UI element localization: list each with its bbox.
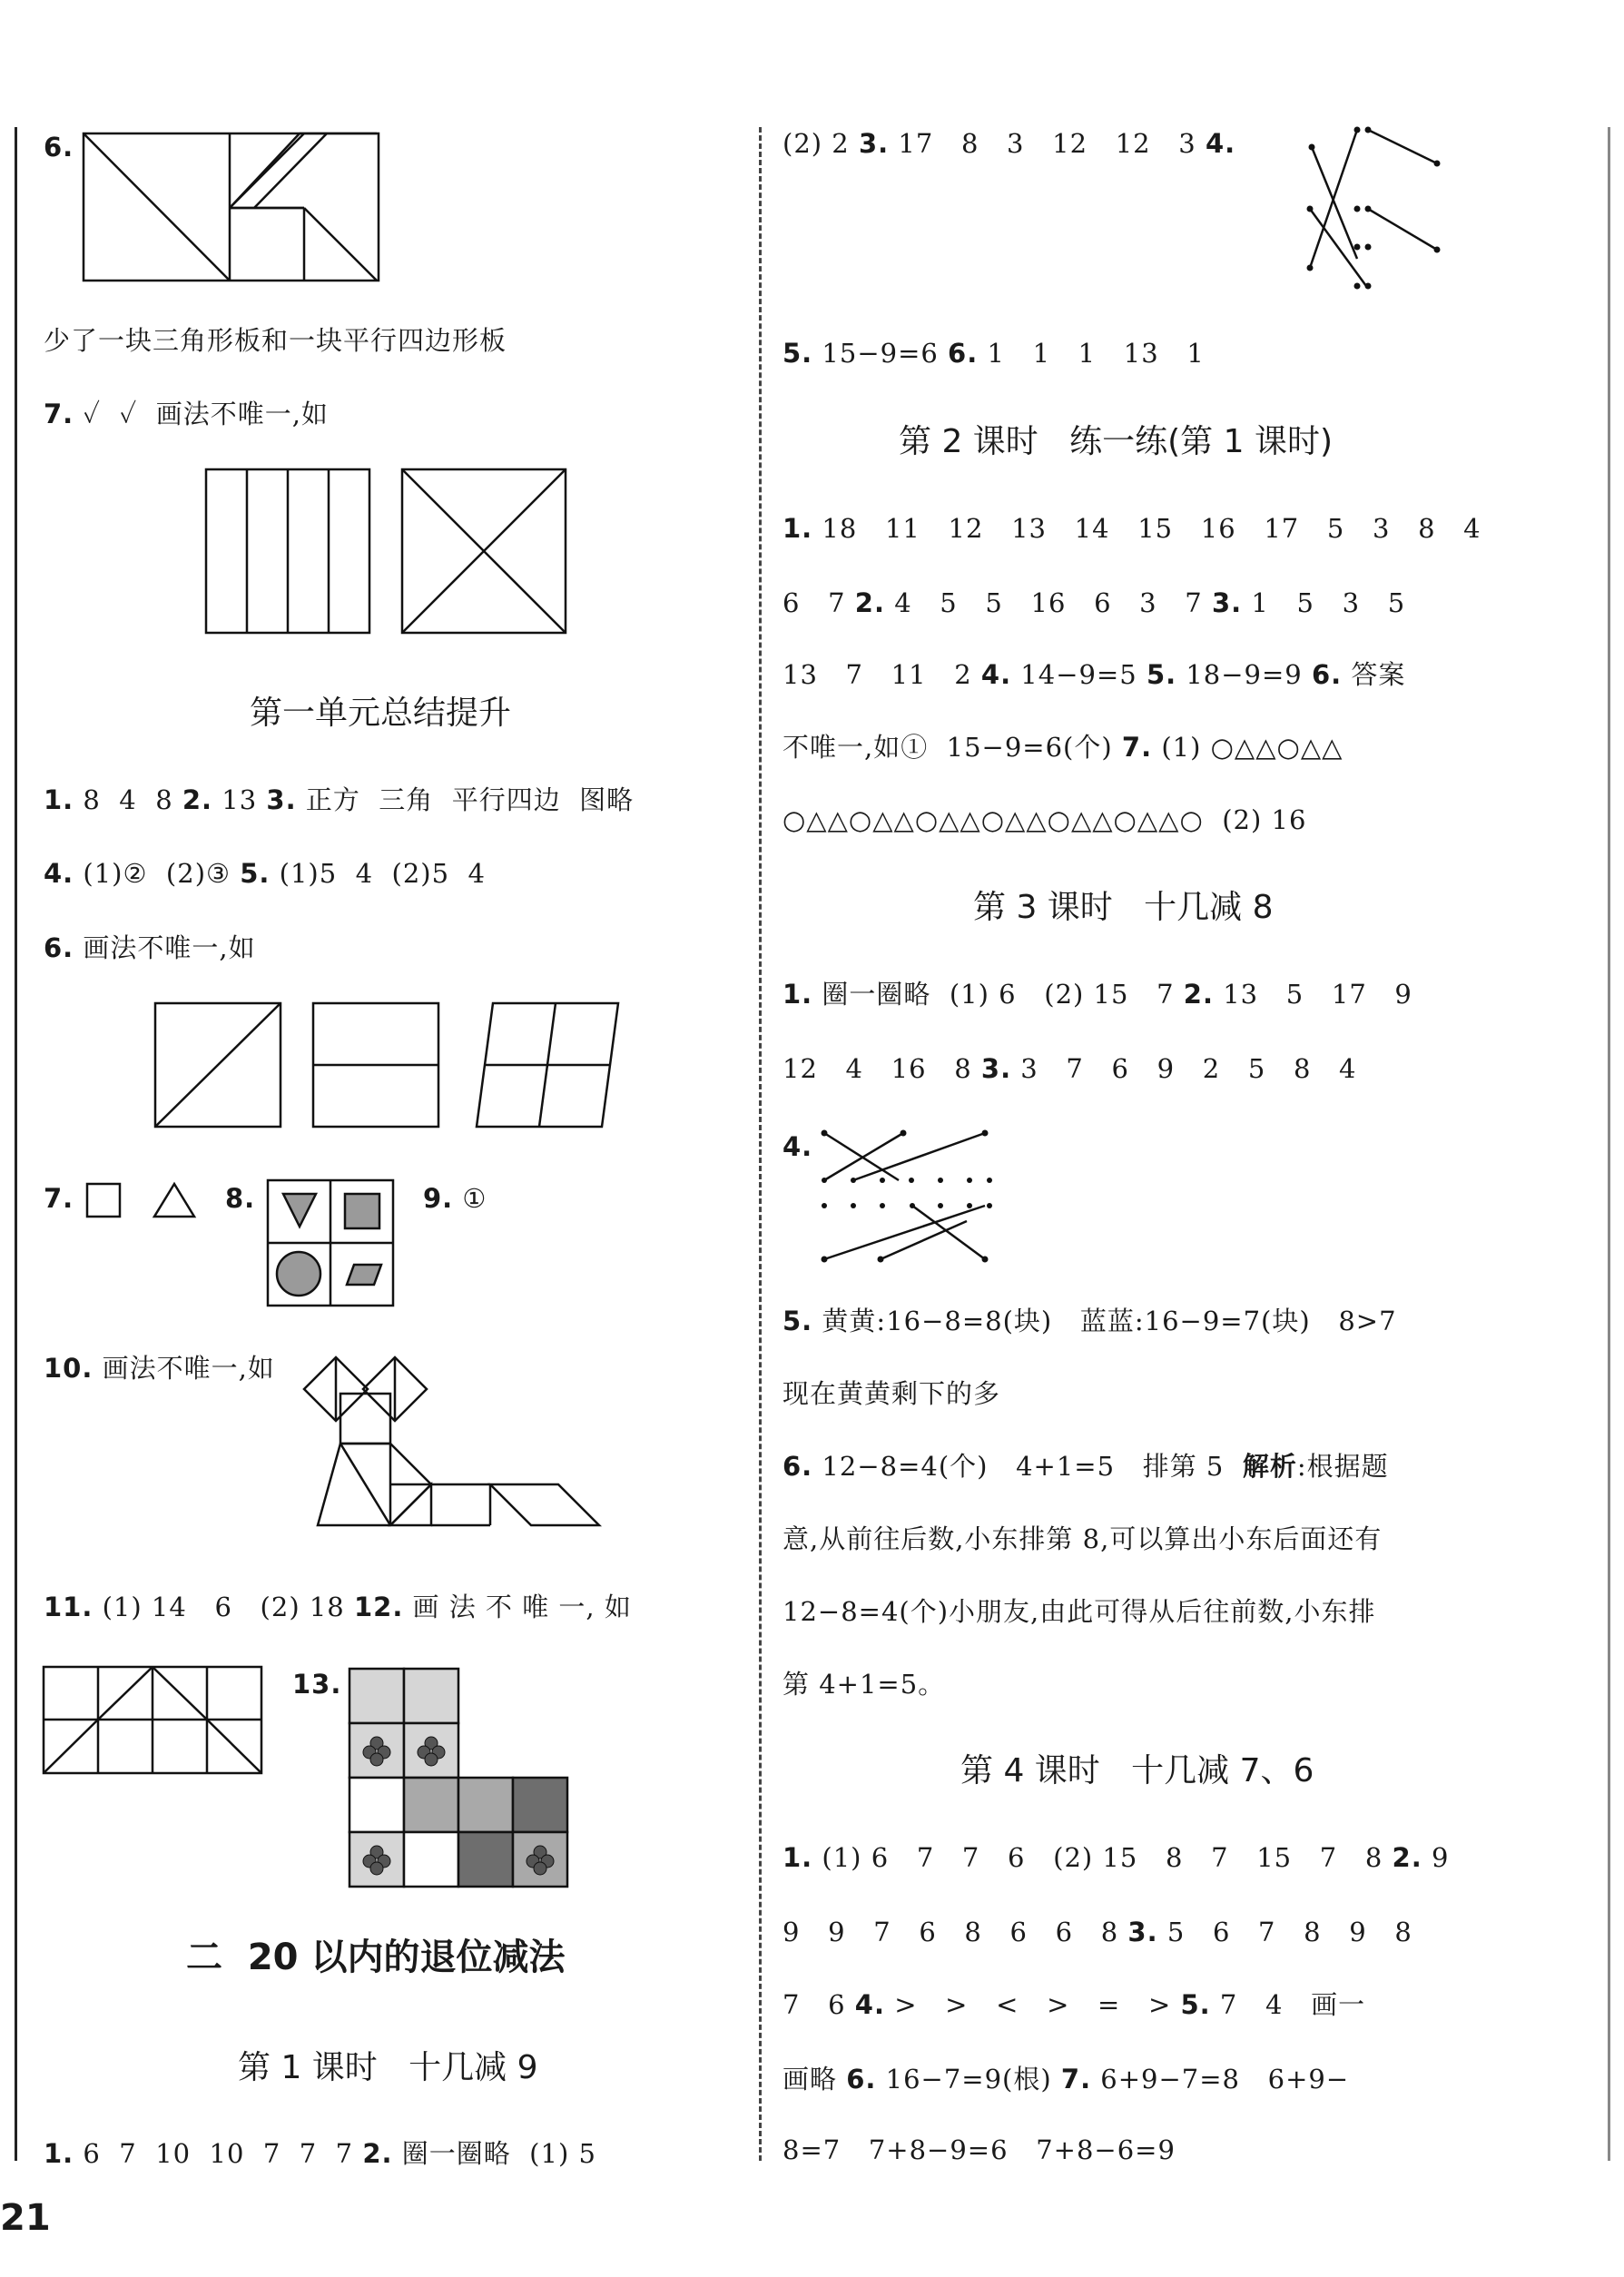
right-line-20: 画略 6. 16−7=9(根) 7. 6+9−7=8 6+9− [782,2064,1350,2095]
tangram-rectangle-figure [82,132,381,286]
right-line-1: (2) 2 3. 17 8 3 12 12 3 4. [782,128,1236,159]
square-split-figures [204,468,576,636]
page-number: 21 [0,2197,51,2239]
right-line-11: 5. 黄黄:16−8=8(块) 蓝蓝:16−9=7(块) 8>7 [782,1306,1397,1336]
right-line-18: 9 9 7 6 8 6 6 8 3. 5 6 7 8 9 8 [782,1917,1412,1947]
summary-line-4-num8: 8. [225,1183,256,1214]
item-6-label: 6. [44,132,74,163]
right-line-8: 1. 圈一圈略 (1) 6 (2) 15 7 2. 13 5 17 9 [782,979,1412,1010]
summary-line-6: 11. (1) 14 6 (2) 18 12. 画 法 不 唯 一, 如 [44,1592,632,1622]
lesson-2-heading: 第 2 课时 练一练(第 1 课时) [899,423,1334,460]
three-divided-shapes [153,1000,625,1132]
right-line-6: 不唯一,如① 15−9=6(个) 7. (1) ○△△○△△ [782,732,1343,763]
item-7-line: 7. ✓ ✓ 画法不唯一,如 [44,399,329,429]
unit-1-summary-heading: 第一单元总结提升 [250,695,512,732]
summary-line-1: 1. 8 4 8 2. 13 3. 正方 三角 平行四边 图略 [44,784,635,815]
right-line-17: 1. (1) 6 7 7 6 (2) 15 8 7 15 7 8 2. 9 [782,1842,1450,1873]
right-line-15: 12−8=4(个)小朋友,由此可得从后往前数,小东排 [782,1596,1376,1627]
right-line-12: 现在黄黄剩下的多 [782,1378,1001,1409]
missing-pieces-text: 少了一块三角形板和一块平行四边形板 [44,325,507,356]
flower-tile-grid [347,1666,569,1888]
right-line-9: 12 4 16 8 3. 3 7 6 9 2 5 8 4 [782,1053,1357,1084]
summary-line-4-num7: 7. [44,1183,74,1214]
right-line-3: 1. 18 11 12 13 14 15 16 17 5 3 8 4 [782,513,1481,544]
right-line-2: 5. 15−9=6 6. 1 1 1 13 1 [782,338,1205,369]
grid-triangle-figure [41,1664,268,1778]
right-line-19: 7 6 4. > > < > = > 5. 7 4 画一 [782,1989,1366,2020]
item-13-label: 13. [292,1669,342,1700]
right-line-4: 6 7 2. 4 5 5 16 6 3 7 3. 1 5 3 5 [782,587,1406,618]
shape-grid-answer [265,1178,397,1309]
right-line-7: ○△△○△△○△△○△△○△△○△△○ (2) 16 [782,804,1307,835]
lesson-1-line-1: 1. 6 7 10 10 7 7 7 2. 圈一圈略 (1) 5 [44,2138,596,2169]
lesson-4-heading: 第 4 课时 十几减 7、6 [960,1752,1314,1789]
summary-line-4-num9: 9. ① [423,1183,487,1214]
right-line-21: 8=7 7+8−9=6 7+8−6=9 [782,2134,1176,2165]
right-line-16: 第 4+1=5。 [782,1669,946,1700]
summary-line-3: 6. 画法不唯一,如 [44,932,256,963]
left-margin-rule [15,127,17,2161]
right-line-14: 意,从前往后数,小东排第 8,可以算出小东后面还有 [782,1523,1383,1554]
lesson-3-item-4-label: 4. [782,1131,813,1162]
summary-line-5: 10. 画法不唯一,如 [44,1353,275,1384]
matching-lines-figure-1 [1303,123,1443,295]
right-line-5: 13 7 11 2 4. 14−9=5 5. 18−9=9 6. 答案 [782,659,1406,690]
square-and-triangle-answer [84,1180,202,1221]
lesson-1-heading: 第 1 课时 十几减 9 [238,2049,538,2086]
column-divider [759,127,762,2161]
summary-line-2: 4. (1)② (2)③ 5. (1)5 4 (2)5 4 [44,858,486,889]
tangram-animal-figure [300,1353,608,1552]
lesson-3-heading: 第 3 课时 十几减 8 [973,889,1274,926]
right-line-13: 6. 12−8=4(个) 4+1=5 排第 5 解析:根据题 [782,1451,1389,1482]
chapter-2-heading: 二 20 以内的退位减法 [186,1937,566,1978]
matching-lines-figure-2 [817,1126,999,1262]
right-margin-rule [1608,127,1610,2161]
